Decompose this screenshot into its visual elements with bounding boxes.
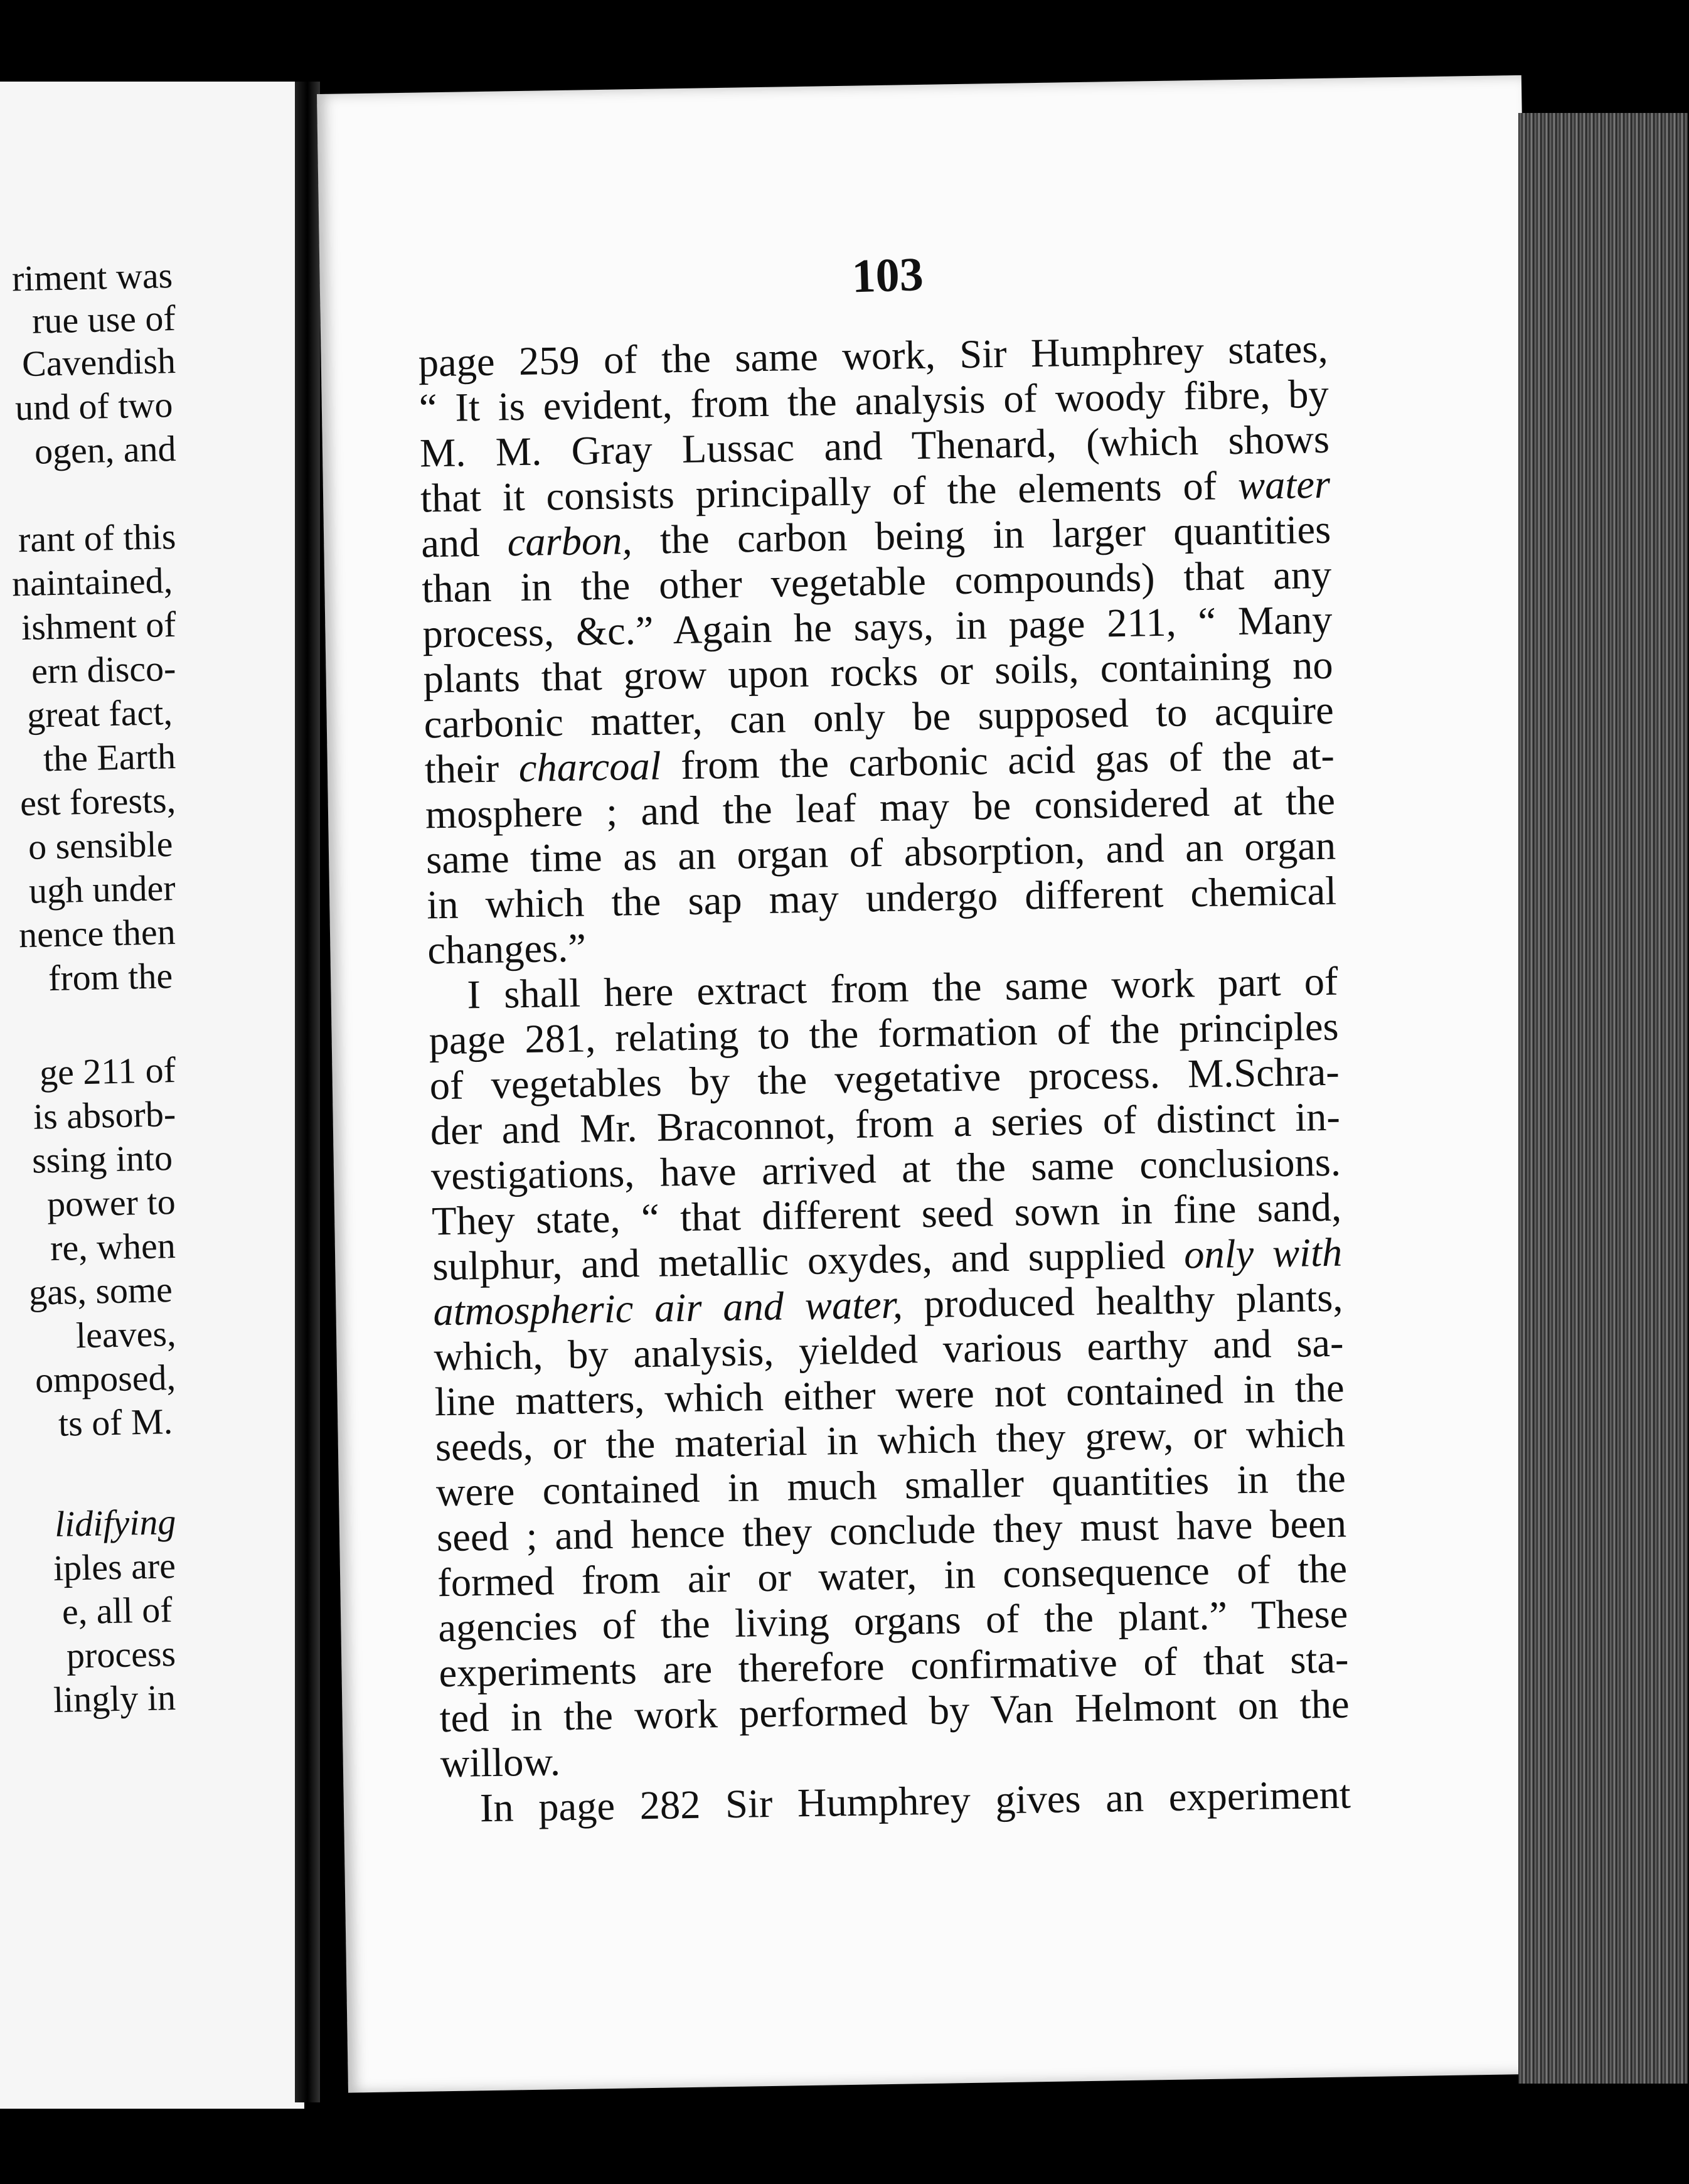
italic-phrase: atmospheric air and water,: [432, 1282, 903, 1334]
left-page-text-fragment: o sensible: [28, 823, 173, 867]
text-line: “ It is evident, from the analysis of woody fibre, by: [418, 371, 1329, 431]
text-line: and carbon, the carbon being in larger quantities: [420, 506, 1331, 566]
left-page-text-fragment: ge 211 of: [39, 1049, 176, 1093]
text-line: line matters, which either were not contained in the: [434, 1365, 1345, 1425]
left-page-text-fragment: lidifying: [54, 1501, 176, 1545]
left-page-text-fragment: great fact,: [26, 692, 173, 736]
text-line: in which the sap may undergo different chemical: [426, 868, 1337, 928]
italic-word: charcoal: [518, 743, 662, 791]
text-line: ted in the work performed by Van Helmont on the: [439, 1681, 1350, 1741]
text-line: seed ; and hence they conclude they must have been: [436, 1501, 1347, 1560]
text-line: seeds, or the material in which they grew, or which: [435, 1410, 1346, 1470]
left-page-text-fragment: ogen, and: [33, 428, 176, 472]
left-page-text-fragment: est forests,: [19, 779, 176, 824]
text-line: than in the other vegetable compounds) that any: [421, 552, 1332, 611]
italic-word: carbon,: [507, 518, 633, 565]
book-page-edges: [1518, 113, 1688, 2084]
left-page-text-fragment: iples are: [53, 1545, 176, 1589]
left-page-text-fragment: omposed,: [35, 1357, 176, 1401]
left-page-text-fragment: leaves,: [75, 1313, 176, 1356]
text-line: They state, “ that different seed sown in fine sand,: [431, 1184, 1342, 1244]
left-page-text-fragment: Cavendish: [21, 340, 176, 385]
book-gutter: [295, 82, 320, 2102]
left-page-text-fragment: ugh under: [28, 867, 176, 911]
text-line: which, by analysis, yielded various earthy and sa-: [434, 1320, 1345, 1379]
text-line: their charcoal from the carbonic acid gas of the at-: [424, 732, 1335, 792]
text-line: atmospheric air and water, produced healthy plants,: [432, 1275, 1343, 1334]
page-body: [418, 326, 1351, 1831]
left-page-text-fragment: is absorb-: [33, 1093, 176, 1137]
left-page-text-fragment: gas, some: [28, 1269, 173, 1313]
text-line: page 281, relating to the formation of the principles: [429, 1004, 1340, 1063]
text-line: agencies of the living organs of the plant.” These: [437, 1591, 1348, 1651]
text-line: changes.”: [427, 925, 587, 973]
left-page-text-fragment: from the: [48, 955, 173, 999]
italic-phrase: only with: [1183, 1229, 1343, 1277]
text-line: I shall here extract from the same work part of: [467, 958, 1338, 1017]
text-line: same time as an organ of absorption, and an organ: [425, 823, 1336, 882]
left-page-text-fragment: process: [66, 1633, 176, 1676]
text-line: that it consists principally of the elements of water: [420, 461, 1331, 521]
text-line: were contained in much smaller quantities in the: [435, 1455, 1346, 1515]
left-page-text-fragment: re, when: [50, 1225, 176, 1269]
left-facing-page: [0, 82, 304, 2109]
text-line: willow.: [440, 1739, 561, 1786]
text-line: plants that grow upon rocks or soils, containing no: [423, 642, 1334, 702]
text-line: mosphere ; and the leaf may be considered at the: [425, 778, 1336, 837]
text-line: experiments are therefore confirmative of that sta-: [438, 1636, 1349, 1696]
page-number: 103: [851, 247, 924, 303]
left-page-text-fragment: the Earth: [43, 736, 176, 779]
left-page-text-fragment: nence then: [18, 911, 176, 956]
left-page-text-fragment: ssing into: [31, 1137, 173, 1181]
left-page-text-fragment: rant of this: [18, 516, 176, 560]
left-page-text-fragment: e, all of: [61, 1589, 173, 1632]
text-line: M. M. Gray Lussac and Thenard, (which shows: [419, 416, 1330, 476]
left-page-text-fragment: ern disco-: [31, 648, 176, 692]
left-page-text-fragment: lingly in: [53, 1677, 176, 1721]
left-page-text-fragment: riment was: [11, 255, 173, 299]
text-line: der and Mr. Braconnot, from a series of distinct in-: [430, 1094, 1341, 1154]
text-line: vestigations, have arrived at the same conclusions.: [430, 1139, 1341, 1199]
text-line: of vegetables by the vegetative process. M.Schra-: [429, 1049, 1340, 1108]
text-line: carbonic matter, can only be supposed to acquire: [424, 687, 1335, 747]
text-line: page 259 of the same work, Sir Humphrey states,: [418, 326, 1329, 385]
text-line: process, &c.” Again he says, in page 211, “ Many: [422, 597, 1333, 656]
left-page-text-fragment: und of two: [14, 384, 173, 429]
left-page-text-fragment: ishment of: [20, 604, 176, 648]
left-page-text-fragment: rue use of: [31, 297, 176, 341]
text-line: sulphur, and metallic oxydes, and supplied only with: [432, 1229, 1343, 1289]
right-page: [317, 75, 1553, 2093]
text-line: formed from air or water, in consequence of the: [437, 1546, 1348, 1605]
left-page-text-fragment: ts of M.: [58, 1401, 173, 1444]
left-page-text-fragment: naintained,: [11, 560, 173, 604]
italic-word: water: [1237, 461, 1331, 508]
left-page-text-fragment: power to: [46, 1181, 176, 1225]
text-line: In page 282 Sir Humphrey gives an experiment: [479, 1772, 1351, 1831]
